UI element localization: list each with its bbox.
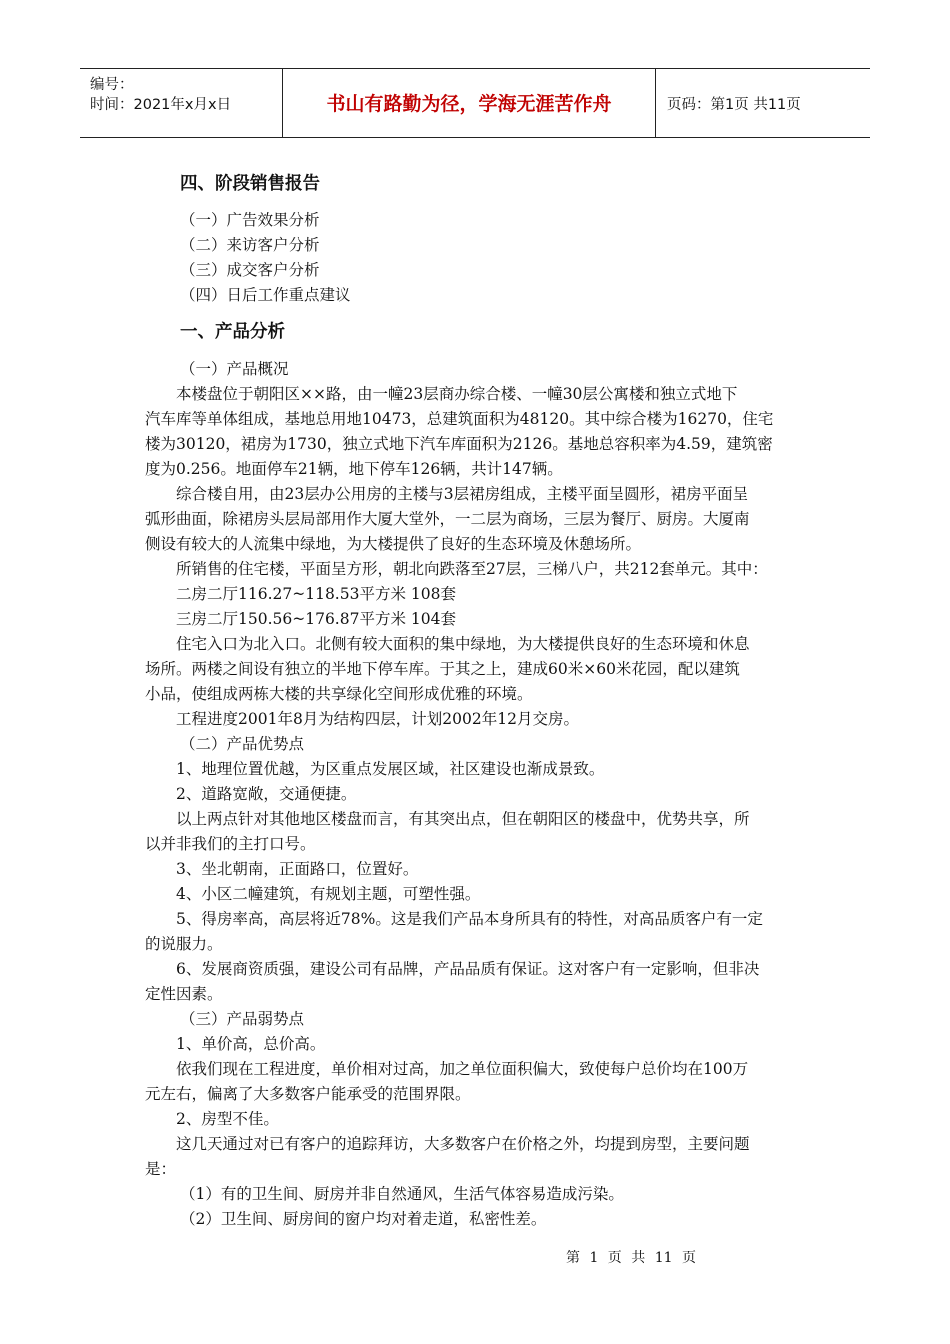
paragraph-line: 元左右，偏离了大多数客户能承受的范围界限。 [145, 1085, 471, 1103]
paragraph-line: 楼为30120，裙房为1730，独立式地下汽车库面积为2126。基地总容积率为4.59，建筑密 [145, 435, 773, 453]
paragraph-line: 汽车库等单体组成，基地总用地10473，总建筑面积为48120。其中综合楼为16270，住宅 [145, 410, 774, 428]
toc-item: （三）成交客户分析 [180, 261, 320, 279]
paragraph-line: 弧形曲面，除裙房头层局部用作大厦大堂外，一二层为商场，三层为餐厅、厨房。大厦南 [145, 510, 750, 528]
section-heading: 一、产品分析 [180, 322, 285, 342]
page-info: 页码：第1页 共11页 [667, 97, 801, 113]
paragraph-line: 工程进度2001年8月为结构四层，计划2002年12月交房。 [176, 710, 579, 728]
paragraph-line: 侧设有较大的人流集中绿地，为大楼提供了良好的生态环境及休憩场所。 [145, 535, 642, 553]
toc-item: （四）日后工作重点建议 [180, 286, 351, 304]
list-item: 1、单价高，总价高。 [176, 1035, 326, 1053]
paragraph-line: 综合楼自用，由23层办公用房的主楼与3层裙房组成，主楼平面呈圆形，裙房平面呈 [176, 485, 749, 503]
paragraph-line: 定性因素。 [145, 985, 223, 1003]
paragraph-line: 的说服力。 [145, 935, 223, 953]
paragraph-line: 小品，使组成两栋大楼的共享绿化空间形成优雅的环境。 [145, 685, 533, 703]
page-header [80, 68, 870, 138]
code-label: 编号： [90, 77, 134, 93]
list-item: 3、坐北朝南，正面路口，位置好。 [176, 860, 419, 878]
list-item: 5、得房率高，高层将近78%。这是我们产品本身所具有的特性，对高品质客户有一定 [176, 910, 763, 928]
header-left-cell [80, 69, 282, 137]
subheading: （二）产品优势点 [180, 735, 305, 753]
list-item: 6、发展商资质强，建设公司有品牌，产品品质有保证。这对客户有一定影响，但非决 [176, 960, 760, 978]
list-item: （1）有的卫生间、厨房并非自然通风，生活气体容易造成污染。 [180, 1185, 624, 1203]
paragraph-line: 场所。两楼之间设有独立的半地下停车库。于其之上，建成60米×60米花园，配以建筑 [145, 660, 740, 678]
toc-item: （二）来访客户分析 [180, 236, 320, 254]
section-heading: 四、阶段销售报告 [180, 174, 320, 194]
paragraph-line: 依我们现在工程进度，单价相对过高，加之单位面积偏大，致使每户总价均在100万 [176, 1060, 749, 1078]
unit-type-line: 三房二厅150.56~176.87平方米 104套 [176, 610, 456, 628]
paragraph-line: 住宅入口为北入口。北侧有较大面积的集中绿地，为大楼提供良好的生态环境和休息 [176, 635, 750, 653]
page-footer: 第 1 页 共 11 页 [566, 1250, 696, 1266]
paragraph-line: 本楼盘位于朝阳区××路，由一幢23层商办综合楼、一幢30层公寓楼和独立式地下 [176, 385, 738, 403]
header-page-cell [655, 69, 870, 137]
list-item: 1、地理位置优越，为区重点发展区域，社区建设也渐成景致。 [176, 760, 605, 778]
toc-item: （一）广告效果分析 [180, 211, 320, 229]
list-item: 2、房型不佳。 [176, 1110, 279, 1128]
list-item: 2、道路宽敞，交通便捷。 [176, 785, 357, 803]
list-item: 4、小区二幢建筑，有规划主题，可塑性强。 [176, 885, 481, 903]
paragraph-line: 以上两点针对其他地区楼盘而言，有其突出点，但在朝阳区的楼盘中，优势共享，所 [176, 810, 750, 828]
header-motto-cell [282, 69, 656, 137]
paragraph-line: 这几天通过对已有客户的追踪拜访，大多数客户在价格之外，均提到房型，主要问题 [176, 1135, 750, 1153]
paragraph-line: 以并非我们的主打口号。 [145, 835, 316, 853]
paragraph-line: 所销售的住宅楼，平面呈方形，朝北向跌落至27层，三梯八户，共212套单元。其中： [176, 560, 768, 578]
subheading: （一）产品概况 [180, 360, 289, 378]
paragraph-line: 是： [145, 1160, 177, 1178]
list-item: （2）卫生间、厨房间的窗户均对着走道，私密性差。 [180, 1210, 547, 1228]
motto: 书山有路勤为径，学海无涯苦作舟 [326, 93, 612, 115]
date-line: 时间：2021年x月x日 [90, 97, 232, 113]
unit-type-line: 二房二厅116.27~118.53平方米 108套 [176, 585, 456, 603]
paragraph-line: 度为0.256。地面停车21辆，地下停车126辆，共计147辆。 [145, 460, 563, 478]
subheading: （三）产品弱势点 [180, 1010, 305, 1028]
